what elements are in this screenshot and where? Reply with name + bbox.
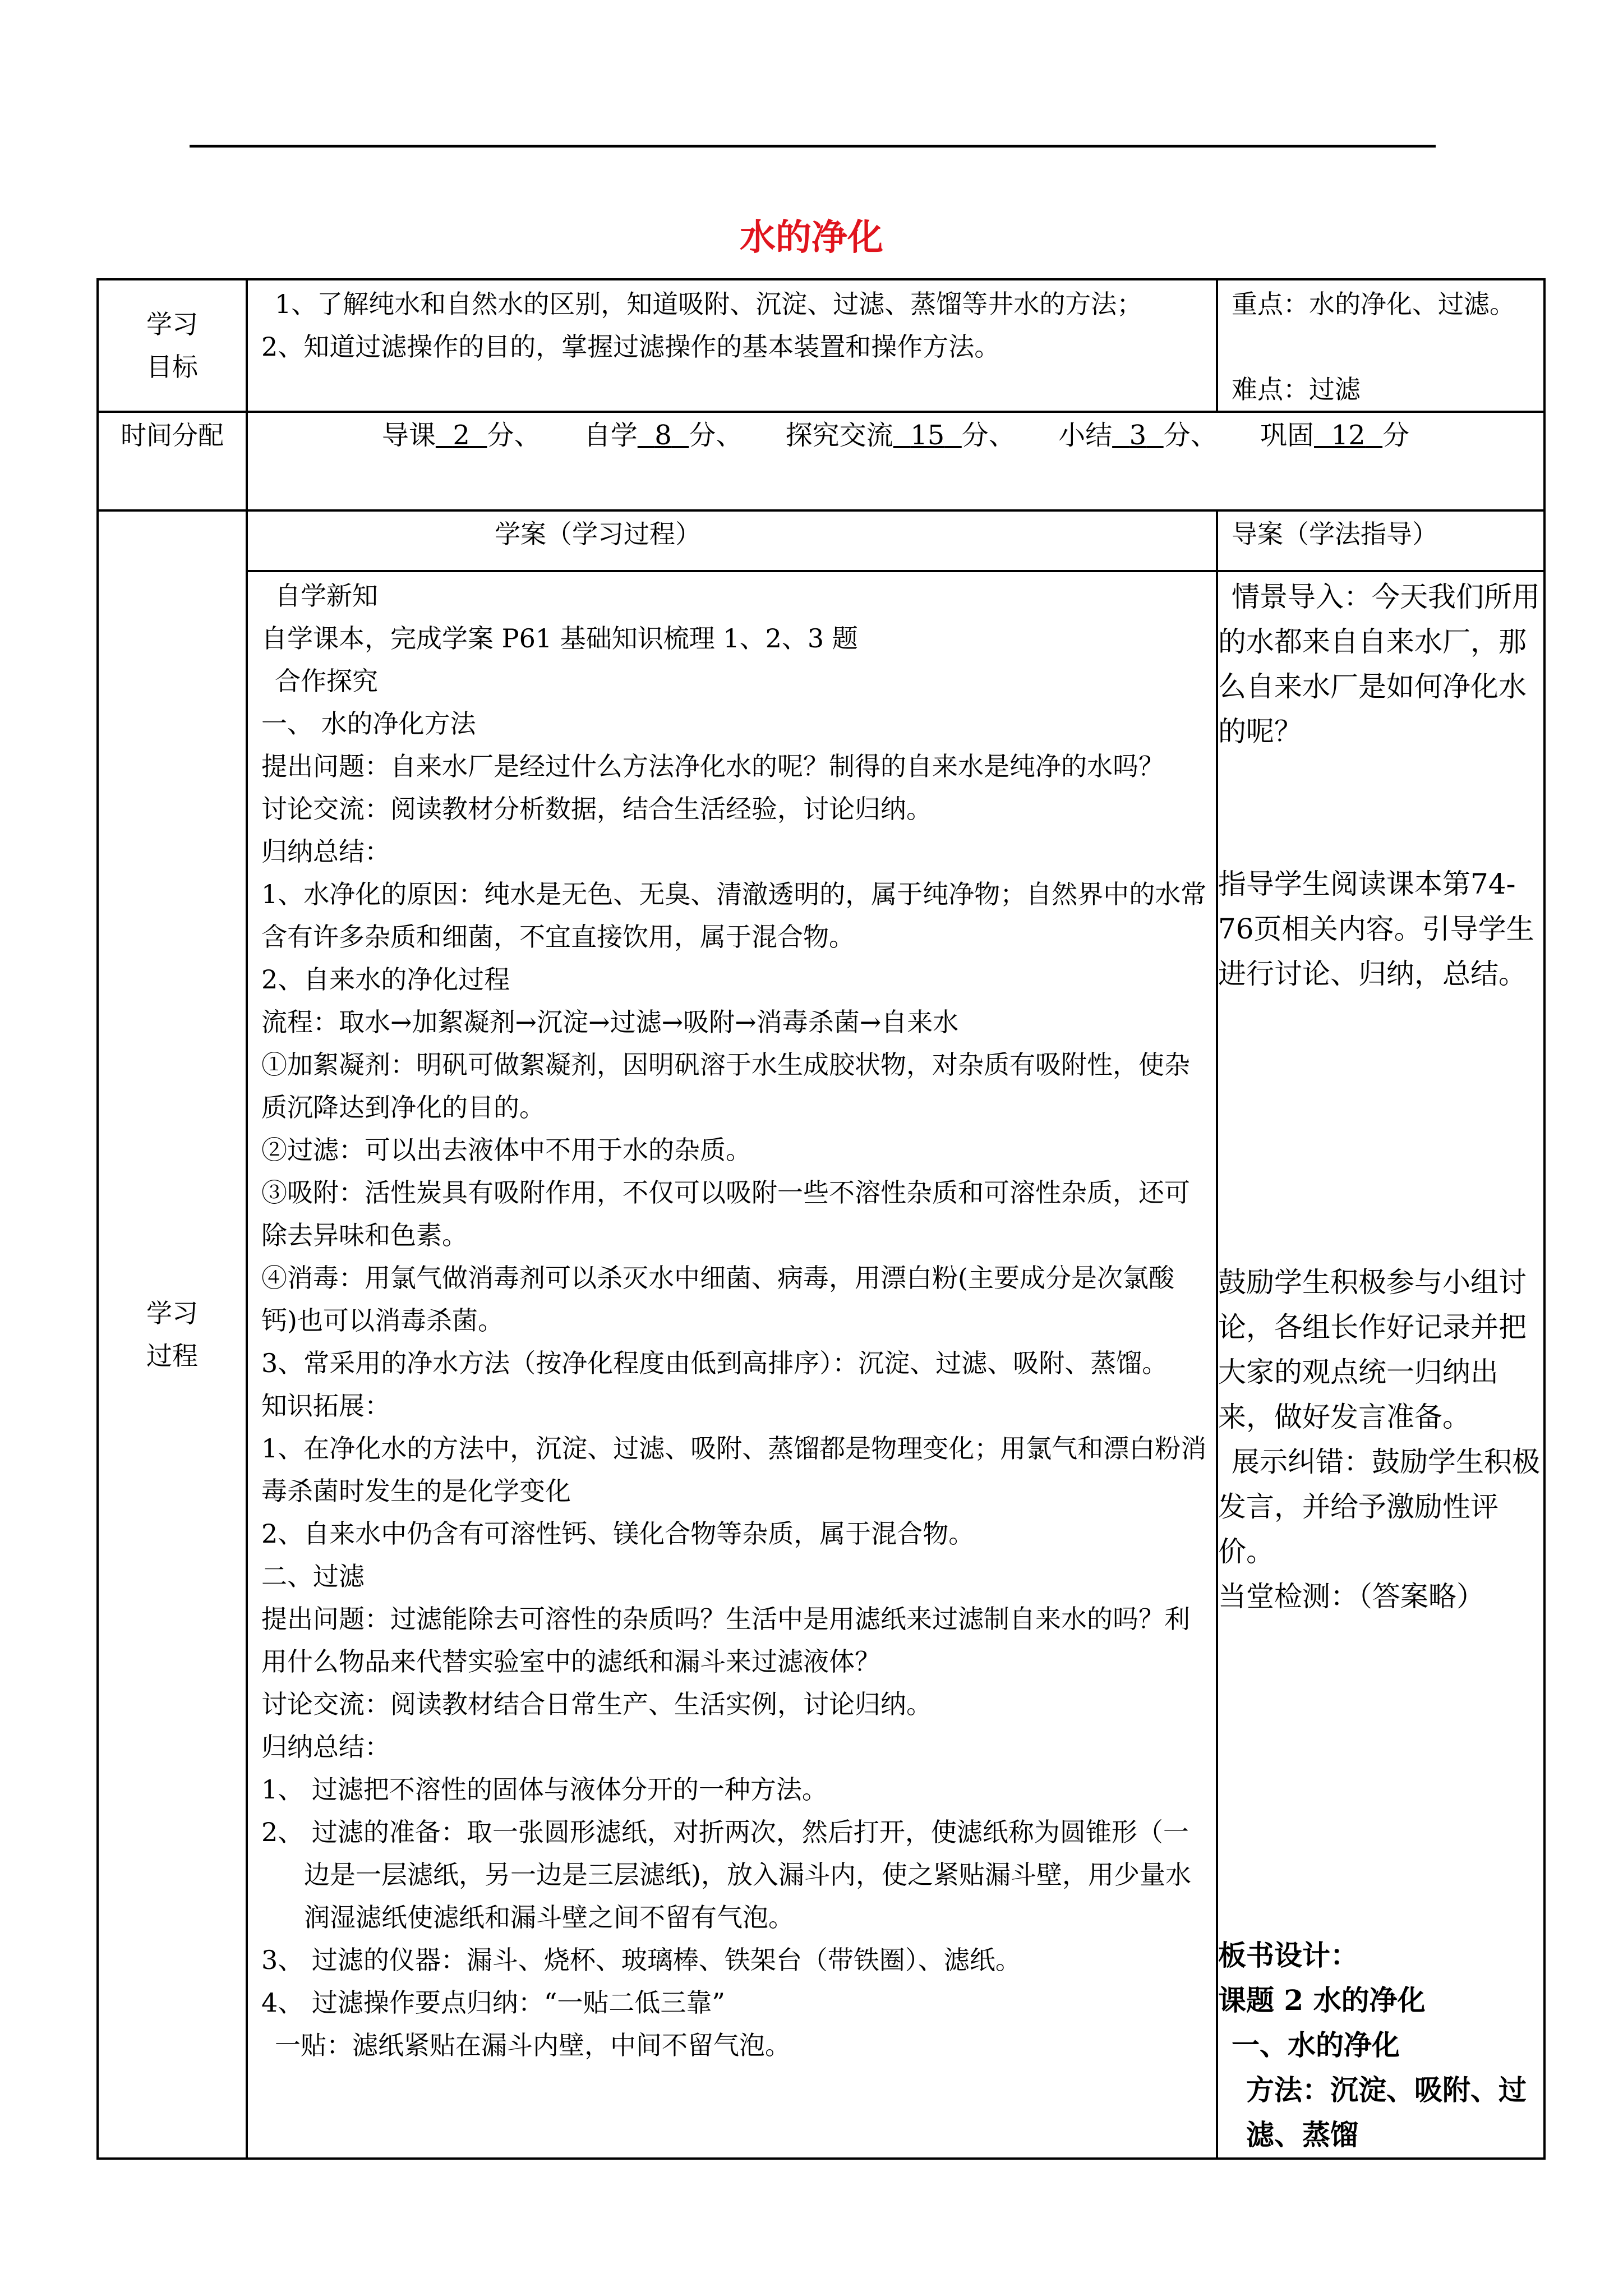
process-label bbox=[98, 510, 247, 2159]
guide-check: 当堂检测：（答案略） bbox=[1218, 1580, 1484, 1613]
study-line-14: ④消毒：用氯气做消毒剂可以杀灭水中细菌、病毒，用漂白粉(主要成分是次氯酸钙)也可以消毒杀菌。 bbox=[261, 1263, 1174, 1336]
study-line-24: 2、 过滤的准备：取一张圆形滤纸，对折两次，然后打开，使滤纸称为圆锥形（一边是一层滤纸，另一边是三层滤纸)，放入漏斗内，使之紧贴漏斗壁，用少量水润湿滤纸使滤纸和漏斗壁之间不留有气泡。 bbox=[261, 1817, 1191, 1932]
study-line-26: 4、 过滤操作要点归纳：“一贴二低三靠” bbox=[261, 1987, 725, 2018]
study-content bbox=[247, 571, 1217, 2159]
study-line-3: 合作探究 bbox=[275, 666, 378, 696]
time-seg-1-unit: 分 bbox=[487, 420, 514, 451]
study-line-11: ①加絮凝剂：明矾可做絮凝剂，因明矾溶于水生成胶状物，对杂质有吸附性，使杂质沉降达到净化的目的。 bbox=[261, 1050, 1190, 1122]
time-seg-2-name: 自学 bbox=[583, 420, 638, 451]
time-seg-5-num: 12 bbox=[1331, 420, 1366, 451]
board-title: 板书设计： bbox=[1218, 1939, 1358, 1972]
objectives-row bbox=[98, 279, 1544, 412]
page-title: 水的净化 bbox=[740, 217, 883, 259]
guide-column-header: 导案（学法指导） bbox=[1217, 510, 1544, 571]
study-line-15: 3、常采用的净水方法（按净化程度由低到高排序）：沉淀、过滤、吸附、蒸馏。 bbox=[261, 1348, 1168, 1378]
time-seg-1-num: 2 bbox=[453, 420, 470, 451]
study-line-4: 一、 水的净化方法 bbox=[261, 708, 476, 739]
key-point: 重点：水的净化、过滤。 bbox=[1232, 289, 1515, 319]
board-method: 方法：沉淀、吸附、过滤、蒸馏 bbox=[1246, 2073, 1527, 2151]
header-rule bbox=[190, 145, 1436, 148]
study-line-2: 自学课本，完成学案 P61 基础知识梳理 1、2、3 题 bbox=[261, 623, 858, 654]
time-seg-4-unit: 分 bbox=[1163, 420, 1191, 451]
objectives-label-line1: 学习 bbox=[146, 309, 198, 339]
study-line-21: 讨论交流：阅读教材结合日常生产、生活实例，讨论归纳。 bbox=[261, 1689, 932, 1719]
objectives-label-line2: 目标 bbox=[146, 352, 198, 382]
time-seg-5-name: 巩固 bbox=[1260, 420, 1315, 451]
study-line-23: 1、 过滤把不溶性的固体与液体分开的一种方法。 bbox=[261, 1774, 828, 1805]
study-line-18: 2、自来水中仍含有可溶性钙、镁化合物等杂质，属于混合物。 bbox=[261, 1519, 975, 1549]
time-seg-4-value bbox=[1112, 420, 1164, 451]
lesson-plan-table bbox=[96, 278, 1546, 2160]
time-seg-3-unit: 分 bbox=[961, 420, 989, 451]
study-line-13: ③吸附：活性炭具有吸附作用，不仅可以吸附一些不溶性杂质和可溶性杂质，还可除去异味和色素。 bbox=[261, 1177, 1190, 1250]
time-seg-2-unit: 分 bbox=[689, 420, 716, 451]
time-seg-2-num: 8 bbox=[654, 420, 672, 451]
study-line-5: 提出问题：自来水厂是经过什么方法净化水的呢？制得的自来水是纯净的水吗？ bbox=[261, 751, 1164, 781]
study-line-1: 自学新知 bbox=[275, 581, 378, 611]
objectives-label bbox=[98, 279, 247, 412]
time-seg-2-value bbox=[638, 420, 689, 451]
study-column-header: 学案（学习过程） bbox=[247, 510, 1217, 571]
study-line-8: 1、水净化的原因：纯水是无色、无臭、清澈透明的，属于纯净物；自然界中的水常含有许多杂质和细菌，不宜直接饮用，属于混合物。 bbox=[261, 879, 1207, 952]
study-line-16: 知识拓展： bbox=[261, 1391, 390, 1421]
process-content-row bbox=[98, 571, 1544, 2159]
objective-1: 1、了解纯水和自然水的区别，知道吸附、沉淀、过滤、蒸馏等井水的方法； bbox=[275, 289, 1143, 319]
study-line-27: 一贴：滤纸紧贴在漏斗内壁，中间不留气泡。 bbox=[275, 2030, 791, 2060]
study-line-12: ②过滤：可以出去液体中不用于水的杂质。 bbox=[261, 1135, 751, 1165]
process-label-line1: 学习 bbox=[146, 1298, 198, 1328]
time-seg-5-unit: 分 bbox=[1382, 420, 1410, 451]
time-seg-1-value bbox=[436, 420, 487, 451]
time-seg-3-num: 15 bbox=[910, 420, 945, 451]
study-line-10: 流程：取水→加絮凝剂→沉淀→过滤→吸附→消毒杀菌→自来水 bbox=[261, 1007, 959, 1037]
time-seg-5-value bbox=[1314, 420, 1382, 451]
study-line-9: 2、自来水的净化过程 bbox=[261, 964, 510, 995]
guide-group: 鼓励学生积极参与小组讨论，各组长作好记录并把大家的观点统一归纳出来，做好发言准备。 bbox=[1218, 1266, 1527, 1433]
guide-correct: 展示纠错：鼓励学生积极发言，并给予激励性评价。 bbox=[1218, 1446, 1540, 1568]
time-segments: 导课 2 分、 自学 8 分、 探究交流 15 分、 小结 3 分、 巩固 12 分 bbox=[247, 412, 1544, 510]
time-label: 时间分配 bbox=[98, 412, 247, 510]
time-seg-3-name: 探究交流 bbox=[785, 420, 893, 451]
guide-content bbox=[1217, 571, 1544, 2159]
difficulty: 难点：过滤 bbox=[1232, 374, 1361, 404]
study-line-22: 归纳总结： bbox=[261, 1732, 390, 1762]
time-row bbox=[98, 412, 1544, 510]
study-line-7: 归纳总结： bbox=[261, 836, 390, 867]
time-seg-1-name: 导课 bbox=[381, 420, 436, 451]
study-line-17: 1、在净化水的方法中，沉淀、过滤、吸附、蒸馏都是物理变化；用氯气和漂白粉消毒杀菌时发生的是化学变化 bbox=[261, 1433, 1207, 1506]
study-line-20: 提出问题：过滤能除去可溶性的杂质吗？生活中是用滤纸来过滤制自来水的吗？利用什么物品来代替实验室中的滤纸和漏斗来过滤液体？ bbox=[261, 1604, 1190, 1677]
objectives-content bbox=[247, 279, 1217, 412]
board-lesson: 课题 2 水的净化 bbox=[1218, 1984, 1426, 2017]
time-seg-4-num: 3 bbox=[1129, 420, 1147, 451]
process-header-row bbox=[98, 510, 1544, 571]
objective-2: 2、知道过滤操作的目的，掌握过滤操作的基本装置和操作方法。 bbox=[261, 332, 1000, 362]
guide-reading: 指导学生阅读课本第74-76页相关内容。引导学生进行讨论、归纳，总结。 bbox=[1218, 868, 1534, 990]
study-line-6: 讨论交流：阅读教材分析数据，结合生活经验，讨论归纳。 bbox=[261, 794, 932, 824]
guide-intro: 情景导入：今天我们所用的水都来自自来水厂，那么自来水厂是如何净化水的呢？ bbox=[1218, 581, 1540, 748]
time-seg-4-name: 小结 bbox=[1058, 420, 1113, 451]
study-line-19: 二、过滤 bbox=[261, 1561, 365, 1591]
time-seg-3-value bbox=[893, 420, 962, 451]
board-item: 一、水的净化 bbox=[1232, 2028, 1400, 2062]
process-label-line2: 过程 bbox=[146, 1341, 198, 1371]
key-points-cell bbox=[1217, 279, 1544, 412]
study-line-25: 3、 过滤的仪器：漏斗、烧杯、玻璃棒、铁架台（带铁圈）、滤纸。 bbox=[261, 1945, 1021, 1975]
